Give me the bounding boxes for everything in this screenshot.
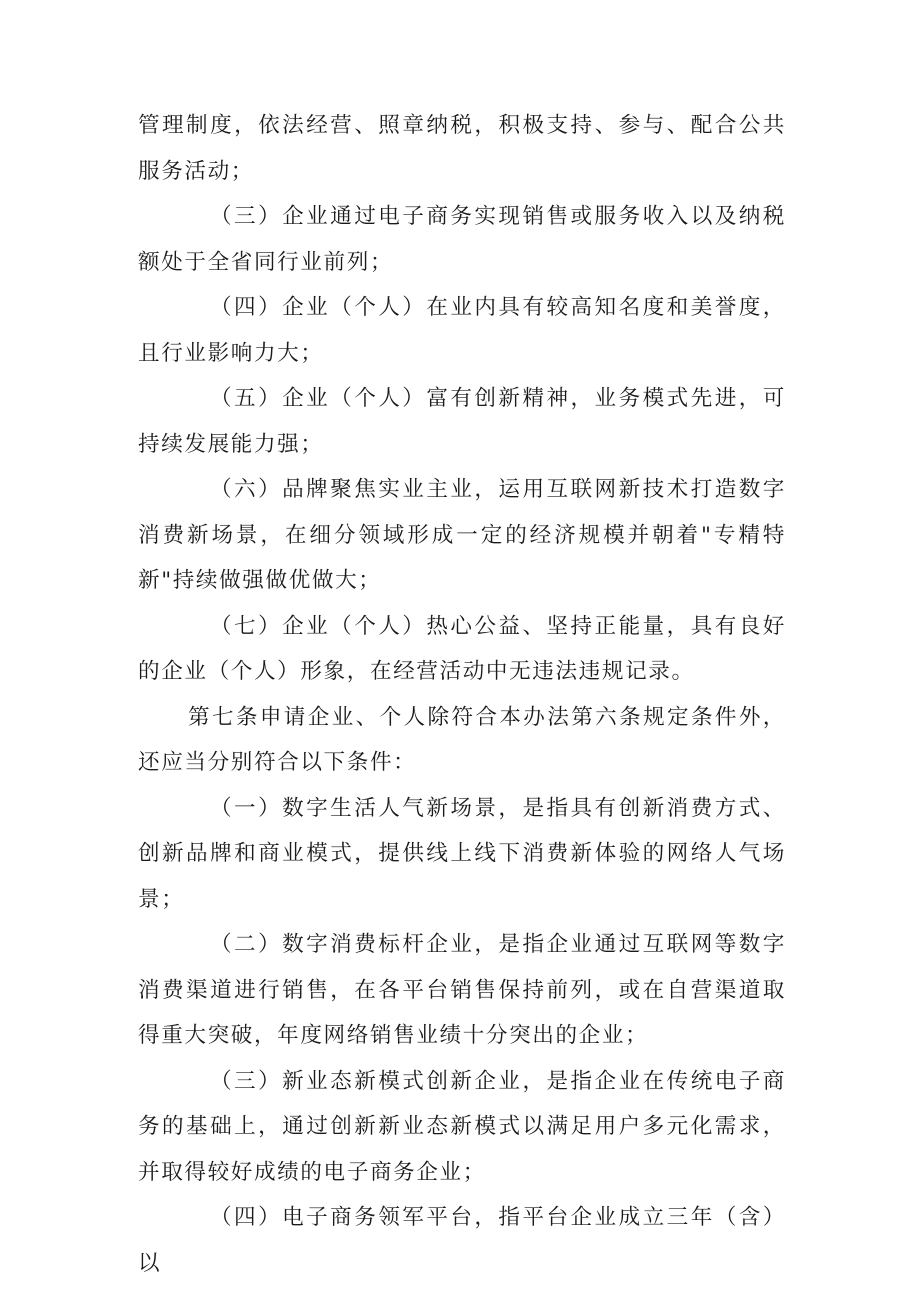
paragraph-item-4: （四）企业（个人）在业内具有较高知名度和美誉度，且行业影响力大；	[138, 295, 786, 366]
paragraph-item-6: （六）品牌聚焦实业主业，运用互联网新技术打造数字消费新场景，在细分领域形成一定的经济规模并朝着"专精特新"持续做强做优做大；	[138, 477, 786, 593]
paragraph-condition-1: （一）数字生活人气新场景，是指具有创新消费方式、创新品牌和商业模式，提供线上线下消费新体验的网络人气场景；	[138, 795, 786, 912]
paragraph-condition-4: （四）电子商务领军平台，指平台企业成立三年（含）以	[138, 1205, 786, 1276]
paragraph-condition-3: （三）新业态新模式创新企业，是指企业在传统电子商务的基础上，通过创新新业态新模式以满足用户多元化需求，并取得较好成绩的电子商务企业；	[138, 1068, 786, 1185]
paragraph-item-3: （三）企业通过电子商务实现销售或服务收入以及纳税额处于全省同行业前列；	[138, 204, 786, 275]
paragraph-item-7: （七）企业（个人）热心公益、坚持正能量，具有良好的企业（个人）形象，在经营活动中无违法违规记录。	[138, 613, 786, 684]
paragraph-continuation: 管理制度，依法经营、照章纳税，积极支持、参与、配合公共服务活动；	[138, 113, 786, 184]
paragraph-condition-2: （二）数字消费标杆企业，是指企业通过互联网等数字消费渠道进行销售，在各平台销售保持前列，或在自营渠道取得重大突破，年度网络销售业绩十分突出的企业；	[138, 932, 786, 1048]
document-page	[138, 103, 786, 1286]
paragraph-item-5: （五）企业（个人）富有创新精神，业务模式先进，可持续发展能力强；	[138, 386, 786, 457]
article-7-heading: 第七条申请企业、个人除符合本办法第六条规定条件外，还应当分别符合以下条件：	[138, 704, 786, 775]
